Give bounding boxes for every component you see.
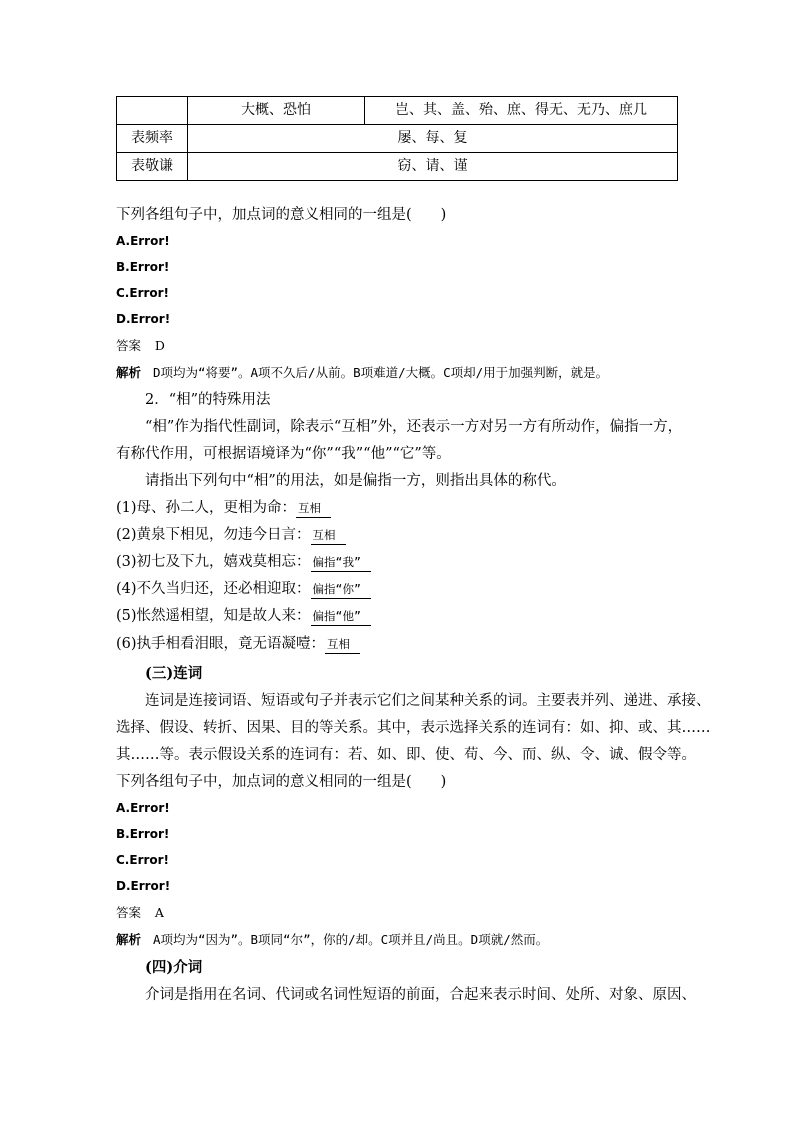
table-row	[117, 97, 678, 125]
option-d: D.Error!	[116, 312, 171, 326]
table-cell: 表频率	[117, 125, 188, 153]
option-d: D.Error!	[116, 879, 171, 893]
list-item	[116, 525, 346, 545]
option-c: C.Error!	[116, 286, 170, 300]
option-c: C.Error!	[116, 853, 170, 867]
paragraph: 连词是连接词语、短语或句子并表示它们之间某种关系的词。主要表并列、递进、承接、	[145, 693, 711, 709]
prompt-text: 请指出下列句中“相”的用法，如是偏指一方，则指出具体的称代。	[145, 473, 566, 489]
item-text: (1)母、孙二人，更相为命：	[116, 500, 297, 516]
paragraph: 其……等。表示假设关系的连词有：若、如、即、使、苟、今、而、纵、令、诚、假令等。	[116, 747, 696, 763]
option-b: B.Error!	[116, 827, 170, 841]
answer-line	[116, 903, 164, 923]
table-cell	[117, 97, 188, 125]
item-answer: 偏指“我”	[311, 554, 371, 572]
paragraph: 有称代作用，可根据语境译为“你”“我”“他”“它”等。	[116, 446, 451, 462]
list-item	[116, 606, 371, 626]
table-cell: 屡、每、复	[188, 125, 678, 153]
analysis-text: A项均为“因为”。B项同“尔”，你的/却。C项并且/尚且。D项就/然而。	[152, 932, 549, 947]
section-title: (三)连词	[145, 665, 203, 682]
adverb-table	[116, 96, 678, 181]
item-text: (6)执手相看泪眼，竟无语凝噎：	[116, 636, 326, 652]
analysis-text: D项均为“将要”。A项不久后/从前。B项难道/大概。C项却/用于加强判断，就是。	[152, 365, 609, 380]
analysis-label: 解析	[116, 932, 142, 947]
section-title: 2．“相”的特殊用法	[145, 392, 271, 408]
item-answer: 互相	[296, 500, 331, 518]
paragraph: “相”作为指代性副词，除表示“互相”外，还表示一方对另一方有所动作，偏指一方，	[145, 419, 683, 435]
item-answer: 互相	[325, 636, 360, 654]
item-text: (3)初七及下九，嬉戏莫相忘：	[116, 554, 311, 570]
table-row	[117, 125, 678, 153]
table-row	[117, 153, 678, 181]
list-item	[116, 552, 371, 572]
item-answer: 偏指“他”	[311, 608, 371, 626]
option-b: B.Error!	[116, 260, 170, 274]
list-item	[116, 579, 371, 599]
paragraph: 选择、假设、转折、因果、目的等关系。其中，表示选择关系的连词有：如、抑、或、其……	[116, 720, 711, 736]
paragraph: 介词是指用在名词、代词或名词性短语的前面，合起来表示时间、处所、对象、原因、	[145, 987, 696, 1003]
list-item	[116, 634, 360, 654]
answer-line	[116, 336, 165, 356]
analysis-label: 解析	[116, 365, 142, 380]
option-a: A.Error!	[116, 234, 170, 248]
list-item	[116, 498, 331, 518]
section-title: (四)介词	[145, 959, 203, 976]
question-text: 下列各组句子中，加点词的意义相同的一组是( )	[116, 774, 447, 790]
item-answer: 互相	[311, 527, 346, 545]
answer-label: 答案	[116, 905, 142, 920]
table-cell: 大概、恐怕	[188, 97, 365, 125]
question-text: 下列各组句子中，加点词的意义相同的一组是( )	[116, 207, 447, 223]
item-answer: 偏指“你”	[311, 581, 371, 599]
item-text: (4)不久当归还，还必相迎取：	[116, 581, 311, 597]
answer-value: A	[154, 905, 164, 920]
table-cell: 岂、其、盖、殆、庶、得无、无乃、庶几	[365, 97, 678, 125]
item-text: (2)黄泉下相见，勿违今日言：	[116, 527, 311, 543]
analysis-line	[116, 363, 608, 383]
option-a: A.Error!	[116, 801, 170, 815]
table-cell: 窃、请、谨	[188, 153, 678, 181]
item-text: (5)怅然遥相望，知是故人来：	[116, 608, 311, 624]
answer-value: D	[154, 338, 165, 353]
analysis-line	[116, 930, 548, 950]
answer-label: 答案	[116, 338, 142, 353]
table-cell: 表敬谦	[117, 153, 188, 181]
